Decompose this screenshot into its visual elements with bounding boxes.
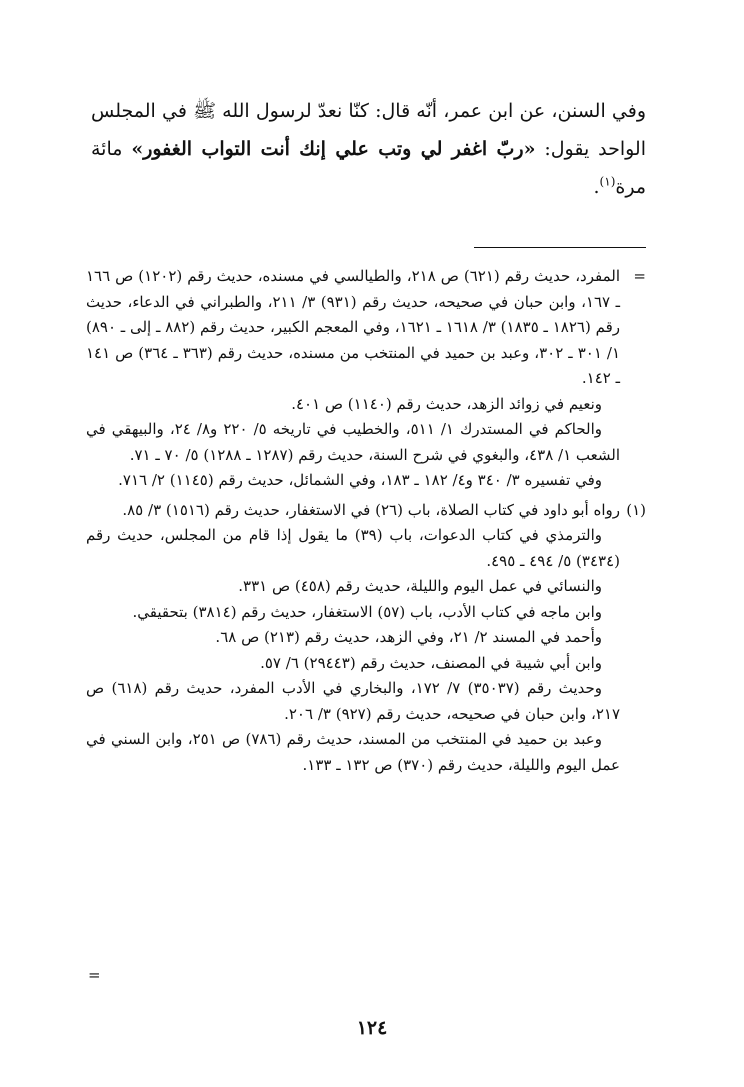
footnote-separator-line [474, 247, 646, 248]
main-line-3-end: . [593, 176, 600, 198]
footnote-1-marker: (١) [626, 500, 646, 519]
footnotes-section [86, 264, 646, 782]
footnote-paragraph: والحاكم في المستدرك ١/ ٥١١، والخطيب في تاريخه ٥/ ٢٢٠ و٨/ ٢٤، والبيهقي في الشعب ١/ ٤٣٨، والبغوي في شرح السنة، حديث رقم (١٢٨٧ ـ ١٢٨٨) ٥/ ٧٠ ـ ٧١. [86, 420, 620, 464]
footnote-paragraph: وفي تفسيره ٣/ ٣٤٠ و٤/ ١٨٢ ـ ١٨٣، وفي الشمائل، حديث رقم (١١٤٥) ٢/ ٧١٦. [118, 471, 602, 489]
continues-next-page-marker: = [88, 966, 101, 984]
continuation-marker: = [633, 267, 646, 285]
main-text-block [91, 92, 646, 206]
footnote-paragraph: وحديث رقم (٣٥٠٣٧) ٧/ ١٧٢، والبخاري في الأدب المفرد، حديث رقم (٦١٨) ص ٢١٧، وابن حبان في صحيحه، حديث رقم (٩٢٧) ٣/ ٢٠٦. [86, 679, 620, 723]
continuation-body [86, 264, 620, 494]
footnote-paragraph: رواه أبو داود في كتاب الصلاة، باب (٢٦) في الاستغفار، حديث رقم (١٥١٦) ٣/ ٨٥. [122, 500, 620, 519]
footnote-paragraph: وعبد بن حميد في المنتخب من المسند، حديث رقم (٧٨٦) ص ٢٥١، وابن السني في عمل اليوم والليلة، حديث رقم (٣٧٠) ص ١٣٢ ـ ١٣٣. [86, 730, 620, 774]
footnote-reference-1: (١) [599, 174, 616, 189]
footnote-paragraph: المفرد، حديث رقم (٦٢١) ص ٢١٨، والطيالسي في مسنده، حديث رقم (١٢٠٢) ص ١٦٦ ـ ١٦٧، وابن حبان في صحيحه، حديث رقم (٩٣١) ٣/ ٢١١، والطبراني في الدعاء، حديث رقم (١٨٢٦ ـ ١٨٣٥) ٣/ ١٦١٨ ـ ١٦٢١، وفي المعجم الكبير، حديث رقم (٨٨٢ ـ إلى ـ ٨٩٠) ١/ ٣٠١ ـ ٣٠٢، وعبد بن حميد في المنتخب من مسنده، حديث رقم (٣٦٣ ـ ٣٦٤) ص ١٤١ ـ ١٤٢. [86, 267, 621, 387]
footnote-paragraph: وأحمد في المسند ٢/ ٢١، وفي الزهد، حديث رقم (٢١٣) ص ٦٨. [215, 628, 602, 646]
main-line-3: مائة مرة [91, 138, 646, 198]
main-text-paragraph [91, 92, 646, 206]
main-line-1: وفي السنن، عن ابن عمر، أنّه قال: كنّا نعدّ لرسول الله ﷺ في [162, 100, 646, 122]
footnote-1-body [86, 498, 620, 779]
footnote-continuation [86, 264, 646, 494]
footnote-paragraph: ونعيم في زوائد الزهد، حديث رقم (١١٤٠) ص ٤٠١. [291, 394, 602, 413]
prophetic-supplication-quote: «ربّ اغفر لي وتب علي إنك أنت التواب الغفور» [131, 138, 536, 160]
footnote-paragraph: وابن أبي شيبة في المصنف، حديث رقم (٢٩٤٤٣) ٦/ ٥٧. [260, 653, 602, 672]
footnote-paragraph: والترمذي في كتاب الدعوات، باب (٣٩) ما يقول إذا قام من المجلس، حديث رقم (٣٤٣٤) ٥/ ٤٩٤ ـ ٤٩٥. [86, 526, 620, 570]
footnote-paragraph: والنسائي في عمل اليوم والليلة، حديث رقم (٤٥٨) ص ٣٣١. [238, 577, 602, 595]
main-line-2-prefix: المجلس الواحد يقول: [91, 100, 646, 160]
footnote-1 [86, 498, 646, 779]
page-number: ١٢٤ [356, 1017, 388, 1039]
footnote-paragraph: وابن ماجه في كتاب الأدب، باب (٥٧) الاستغفار، حديث رقم (٣٨١٤) بتحقيقي. [132, 602, 602, 621]
